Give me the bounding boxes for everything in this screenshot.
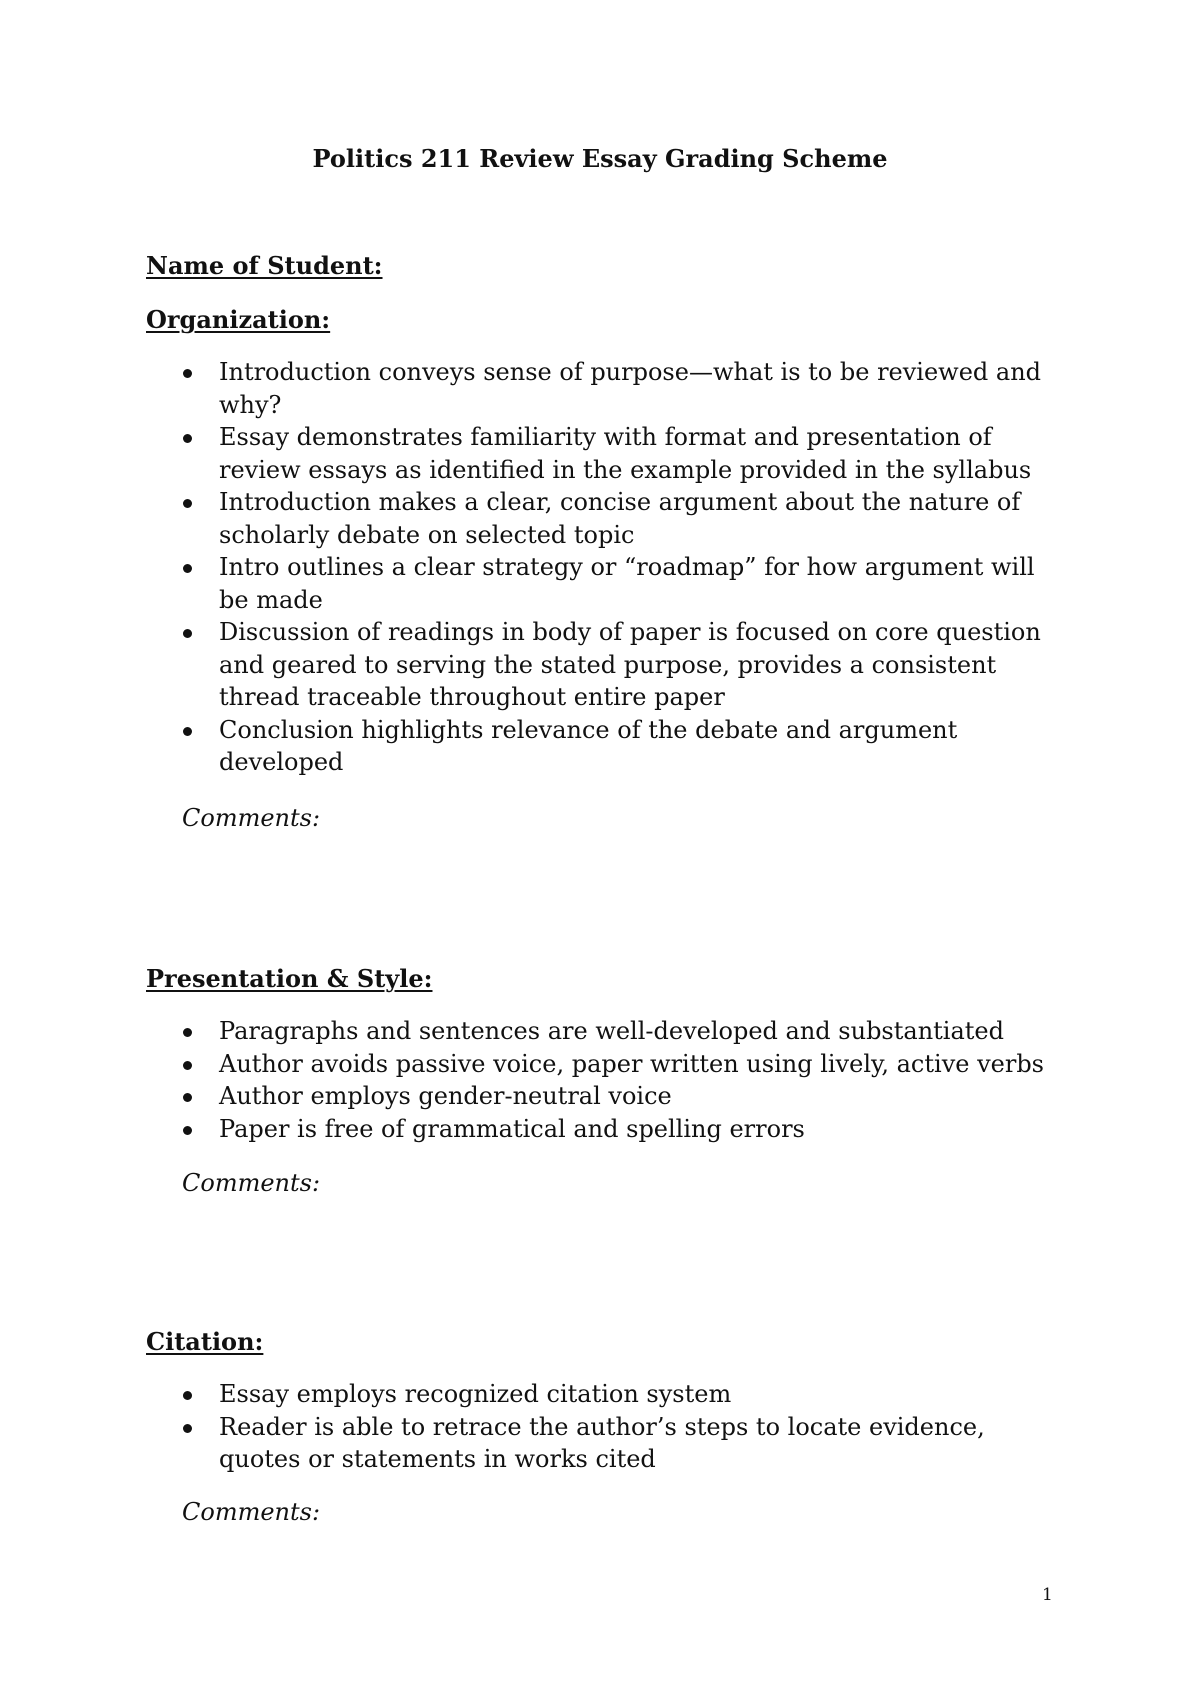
bullet-icon xyxy=(183,499,192,508)
list-item xyxy=(0,1411,1069,1476)
list-item-text: Paragraphs and sentences are well-developed and substantiated xyxy=(219,1017,1004,1045)
list-item xyxy=(0,616,1069,714)
organization-comments-label: Comments: xyxy=(182,804,321,832)
list-item-text: Introduction makes a clear, concise argument about the nature of scholarly debate on selected topic xyxy=(219,488,1021,549)
bullet-icon xyxy=(183,1093,192,1102)
citation-heading: Citation: xyxy=(146,1327,264,1356)
list-item xyxy=(0,714,1069,779)
citation-comments-label: Comments: xyxy=(182,1498,321,1526)
bullet-icon xyxy=(183,1391,192,1400)
organization-list xyxy=(0,356,1069,779)
list-item xyxy=(0,1080,1069,1113)
list-item-text: Paper is free of grammatical and spelling errors xyxy=(219,1114,805,1143)
list-item-text: Introduction conveys sense of purpose—what is to be reviewed and why? xyxy=(219,358,1042,419)
presentation-comments-label: Comments: xyxy=(182,1169,321,1197)
presentation-heading: Presentation & Style: xyxy=(146,964,433,993)
organization-heading: Organization: xyxy=(146,305,331,334)
page-title: Politics 211 Review Essay Grading Scheme xyxy=(312,144,888,173)
list-item-text: Intro outlines a clear strategy or “roadmap” for how argument will be made xyxy=(219,553,1035,614)
bullet-icon xyxy=(183,1061,192,1070)
list-item-text: Essay employs recognized citation system xyxy=(219,1380,732,1408)
list-item xyxy=(0,551,1069,616)
bullet-icon xyxy=(183,1028,192,1037)
list-item xyxy=(0,1015,1069,1048)
bullet-icon xyxy=(183,434,192,443)
bullet-icon xyxy=(183,1126,192,1135)
list-item-text: Reader is able to retrace the author’s steps to locate evidence, quotes or statements in works cited xyxy=(219,1412,985,1473)
list-item xyxy=(0,1048,1069,1081)
list-item xyxy=(0,421,1069,486)
presentation-list xyxy=(0,1015,1069,1145)
list-item xyxy=(0,486,1069,551)
list-item-text: Conclusion highlights relevance of the debate and argument developed xyxy=(219,715,958,776)
bullet-icon xyxy=(183,629,192,638)
bullet-icon xyxy=(183,369,192,378)
list-item-text: Discussion of readings in body of paper is focused on core question and geared to serving the stated purpose, provides a consistent thread traceable throughout entire paper xyxy=(219,618,1041,711)
list-item-text: Author employs gender-neutral voice xyxy=(219,1082,672,1110)
bullet-icon xyxy=(183,727,192,736)
list-item-text: Author avoids passive voice, paper written using lively, active verbs xyxy=(219,1049,1044,1078)
list-item xyxy=(0,1113,1069,1146)
page-number: 1 xyxy=(1042,1585,1053,1605)
bullet-icon xyxy=(183,1424,192,1433)
list-item-text: Essay demonstrates familiarity with format and presentation of review essays as identified in the example provided in the syllabus xyxy=(219,423,1032,484)
student-name-label: Name of Student: xyxy=(146,251,383,280)
citation-list xyxy=(0,1378,1069,1476)
bullet-icon xyxy=(183,564,192,573)
list-item xyxy=(0,1378,1069,1411)
list-item xyxy=(0,356,1069,421)
